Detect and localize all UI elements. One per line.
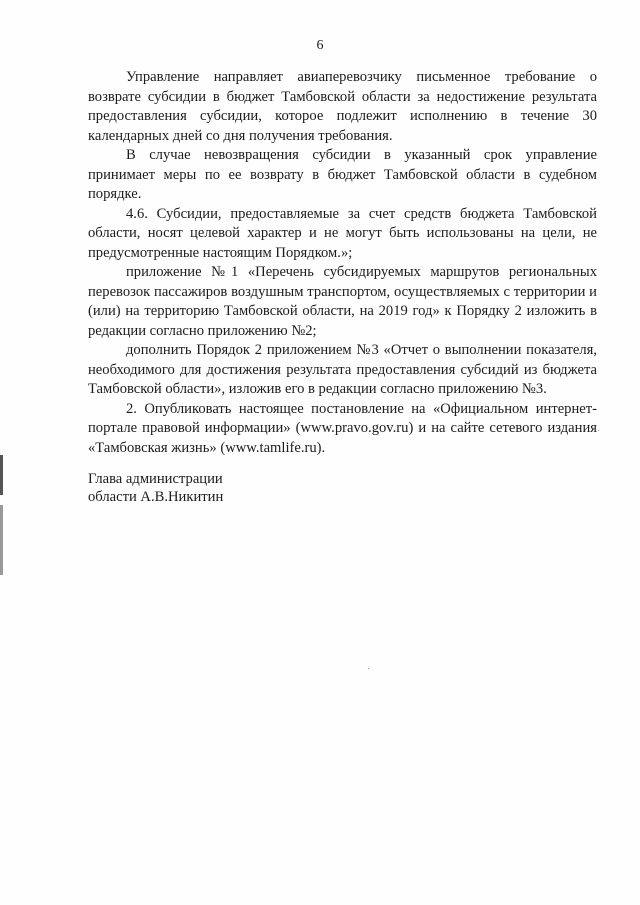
scan-edge-mark — [0, 455, 3, 495]
paragraph-subsidy-return-demand: Управление направляет авиаперевозчику письменное требование о возврате субсидии в бюджет Тамбовской области за недостижение результата предоставления субсидии, которое подлежит исполнению в течение 30 календарных дней со дня получения требования. — [88, 69, 597, 144]
scan-speck — [598, 430, 599, 431]
page-number: 6 — [316, 38, 324, 53]
paragraph-appendix-1: приложение №1 «Перечень субсидируемых маршрутов региональных перевозок пассажиров воздушным транспортом, осуществляемых с территории и (или) на территорию Тамбовской области, на 2019 год» к Порядку 2 изложить в редакции согласно приложению №2; — [88, 264, 597, 339]
document-body — [88, 68, 597, 458]
scan-speck — [368, 668, 369, 669]
paragraph-court-recovery: В случае невозвращения субсидии в указанный срок управление принимает меры по ее возврату в бюджет Тамбовской области в судебном порядке. — [88, 147, 597, 202]
signature-title: Глава администрации — [88, 471, 223, 487]
signature-block — [88, 470, 223, 506]
paragraph-publication: 2. Опубликовать настоящее постановление на «Официальном интернет-портале правовой информации» (www.pravo.gov.ru) и на сайте сетевого издания «Тамбовская жизнь» (www.tamlife.ru). — [88, 400, 597, 456]
paragraph-appendix-3: дополнить Порядок 2 приложением №3 «Отчет о выполнении показателя, необходимого для достижения результата предоставления субсидий из бюджета Тамбовской области», изложив его в редакции согласно приложению №3. — [88, 342, 597, 397]
paragraph-4-6-target-use: 4.6. Субсидии, предоставляемые за счет средств бюджета Тамбовской области, носят целевой характер и не могут быть использованы на цели, не предусмотренные настоящим Порядком.»; — [88, 205, 597, 261]
signature-name: области А.В.Никитин — [88, 489, 224, 505]
scan-edge-mark — [0, 505, 3, 575]
